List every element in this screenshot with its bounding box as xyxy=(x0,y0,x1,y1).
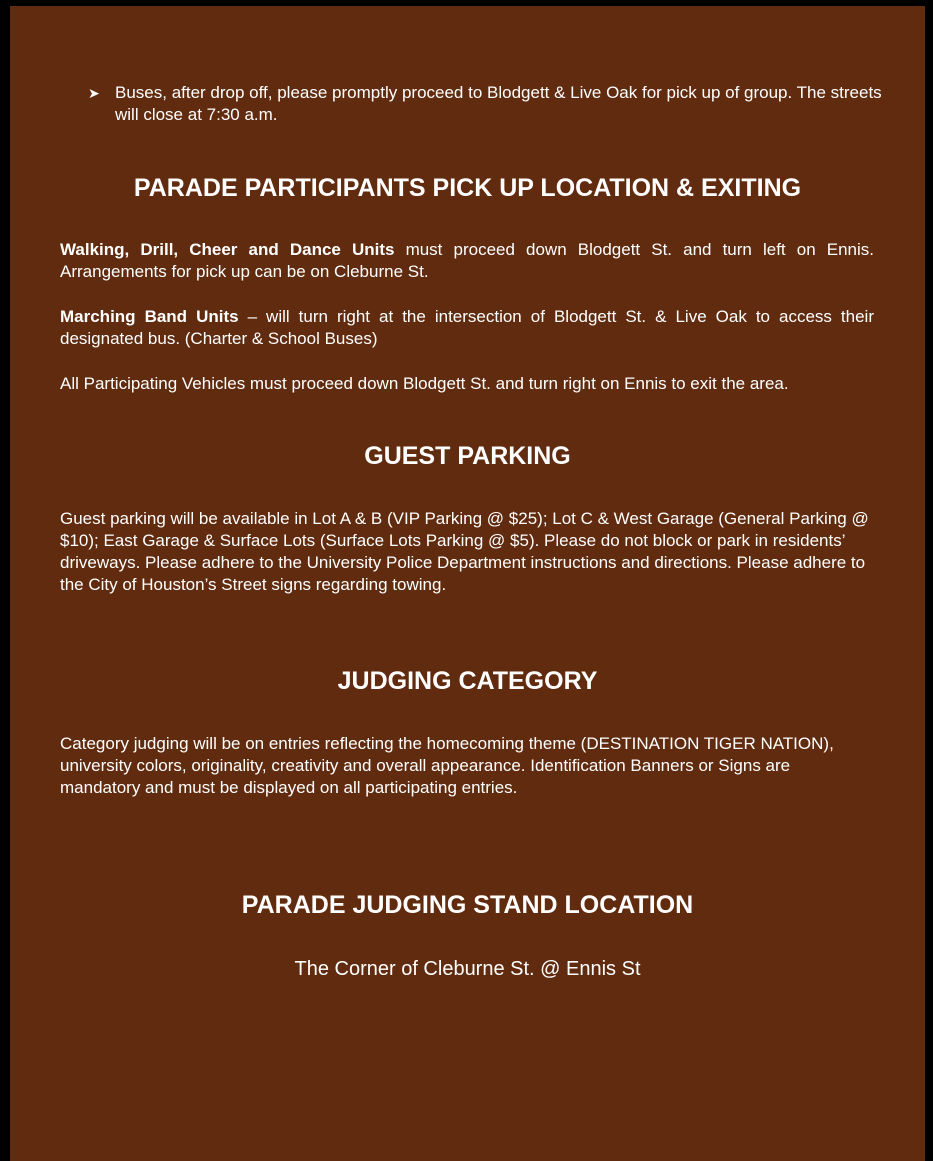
judging-category-text: Category judging will be on entries reflecting the homecoming theme (DESTINATION TIGER NATION), university colors, originality, creativity and overall appearance. Identification Banners or Signs are mandatory and must be displayed on all participating entries. xyxy=(60,734,834,797)
judging-stand-location: The Corner of Cleburne St. @ Ennis St xyxy=(294,958,641,980)
bus-instruction-bullet xyxy=(88,82,888,126)
walking-units-label: Walking, Drill, Cheer and Dance Units xyxy=(60,240,395,259)
marching-band-label: Marching Band Units xyxy=(60,307,239,326)
walking-units-paragraph xyxy=(60,239,874,283)
judging-category-heading: JUDGING CATEGORY xyxy=(337,667,598,695)
judging-stand-heading: PARADE JUDGING STAND LOCATION xyxy=(241,891,694,919)
guest-parking-heading: GUEST PARKING xyxy=(364,442,571,470)
marching-band-text: – will turn right at the intersection of Blodgett St. & Live Oak to access their designated bus. (Charter & School Buses) xyxy=(60,307,874,348)
walking-units-text: must proceed down Blodgett St. and turn left on Ennis. Arrangements for pick up can be on Cleburne St. xyxy=(60,240,874,281)
arrow-bullet-icon: ➤ xyxy=(88,85,100,101)
vehicles-paragraph: All Participating Vehicles must proceed down Blodgett St. and turn right on Ennis to exit the area. xyxy=(60,374,789,393)
bus-instruction-text: Buses, after drop off, please promptly proceed to Blodgett & Live Oak for pick up of group. The streets will close at 7:30 a.m. xyxy=(115,83,882,124)
guest-parking-text: Guest parking will be available in Lot A & B (VIP Parking @ $25); Lot C & West Garage (General Parking @ $10); East Garage & Surface Lots (Surface Lots Parking @ $5). Please do not block or park in residents’ driveways. Please adhere to the University Police Department instructions and directions. Please adhere to the City of Houston’s Street signs regarding towing. xyxy=(60,509,869,594)
document-page xyxy=(10,6,925,1161)
pickup-heading: PARADE PARTICIPANTS PICK UP LOCATION & EXITING xyxy=(133,174,802,202)
marching-band-paragraph xyxy=(60,306,874,350)
